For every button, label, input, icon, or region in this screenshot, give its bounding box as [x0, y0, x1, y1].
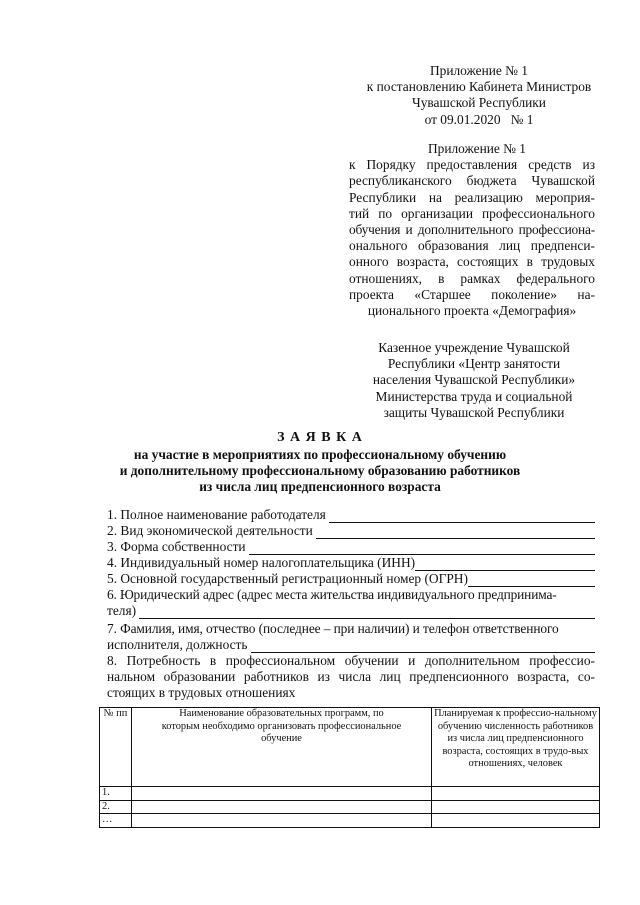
annex-decree-line: Приложение № 1	[429, 63, 529, 78]
addressee-line: населения Чувашской Республики»	[372, 372, 576, 388]
fill-line	[249, 542, 595, 555]
count-cell[interactable]	[432, 800, 600, 814]
annex-procedure-line: Республики на реализацию мероприя-	[349, 189, 595, 205]
annex-procedure-line: к Порядку предоставления средств из	[349, 157, 595, 173]
annex-procedure-heading: Приложение № 1	[427, 141, 527, 156]
row-number: …	[100, 814, 132, 828]
column-header-count: Планируемая к профессио-нальному обучению численность работников из числа лиц предпенсионного возраста, состоящих в трудо-вых отношениях, человек	[432, 708, 600, 787]
table-header-row	[100, 708, 600, 787]
annex-decree-block	[350, 63, 608, 128]
table-row	[100, 787, 600, 801]
field-label: 5. Основной государственный регистрационный номер (ОГРН)	[107, 571, 468, 586]
legal-address-field[interactable]	[107, 603, 595, 619]
field-label: 6. Юридический адрес (адрес места жительства индивидуального предпринима-	[107, 587, 557, 602]
field-label: 1. Полное наименование работодателя	[107, 507, 326, 522]
annex-procedure-block	[349, 141, 595, 319]
annex-decree-line: от 09.01.2020 № 1	[424, 111, 534, 127]
field-label: теля)	[107, 603, 137, 618]
fill-line	[139, 606, 595, 619]
program-cell[interactable]	[132, 787, 432, 801]
annex-procedure-line: проекта «Старшее поколение» на-	[349, 286, 595, 302]
document-subtitle-line: и дополнительному профессиональному образованию работников	[119, 463, 521, 478]
ogrn-field[interactable]	[107, 571, 595, 587]
fill-line	[316, 526, 595, 539]
employer-name-field[interactable]	[107, 507, 595, 523]
table-row	[100, 800, 600, 814]
addressee-block	[340, 340, 608, 421]
activity-type-field[interactable]	[107, 523, 595, 539]
fill-line	[468, 574, 595, 587]
field-label: 7. Фамилия, имя, отчество (последнее – при наличии) и телефон ответственного	[107, 621, 559, 636]
addressee-line: Министерства труда и социальной	[375, 388, 573, 404]
annex-procedure-line: тий по организации профессионального	[349, 205, 595, 221]
table-row	[100, 814, 600, 828]
inn-field[interactable]	[107, 555, 595, 571]
contact-person-label-line	[107, 621, 595, 637]
ownership-form-field[interactable]	[107, 539, 595, 555]
addressee-line: защиты Чувашской Республики	[383, 404, 565, 420]
column-header-programs: Наименование образовательных программ, по которым необходимо организовать профессиональное обучение	[132, 708, 432, 787]
program-cell[interactable]	[132, 800, 432, 814]
training-need-paragraph: 8. Потребность в профессиональном обучении и дополнительном профессио-нальном образовании работников из числа лиц предпенсионного возраста, со-стоящих в трудовых отношениях	[107, 653, 595, 701]
annex-decree-line: Чувашской Республики	[412, 95, 546, 111]
fill-line	[329, 510, 595, 523]
annex-procedure-line: ционального проекта «Демография»	[367, 303, 577, 319]
count-cell[interactable]	[432, 787, 600, 801]
column-header-number: № пп	[100, 708, 132, 787]
document-title: З А Я В К А	[277, 430, 363, 445]
field-label: 4. Индивидуальный номер налогоплательщика (ИНН)	[107, 555, 416, 570]
field-label: исполнителя, должность	[107, 637, 248, 652]
contact-person-field[interactable]	[107, 637, 595, 653]
addressee-line: Республики «Центр занятости	[387, 356, 561, 372]
program-cell[interactable]	[132, 814, 432, 828]
row-number: 1.	[100, 787, 132, 801]
training-programs-table	[99, 707, 600, 828]
row-number: 2.	[100, 800, 132, 814]
document-subtitle-line: на участие в мероприятиях по профессиональному обучению	[133, 447, 507, 462]
annex-procedure-line: республиканского бюджета Чувашской	[349, 173, 595, 189]
field-label: 3. Форма собственности	[107, 539, 246, 554]
fill-line	[415, 558, 595, 571]
annex-procedure-line: онного возраста, состоящих в трудовых	[349, 254, 595, 270]
annex-decree-line: к постановлению Кабинета Министров	[366, 79, 592, 95]
annex-procedure-line: отношениях, в рамках федерального	[349, 270, 595, 286]
count-cell[interactable]	[432, 814, 600, 828]
legal-address-label-line	[107, 587, 595, 603]
annex-procedure-line: обучения и дополнительного профессиона-	[349, 222, 595, 238]
field-label: 2. Вид экономической деятельности	[107, 523, 313, 538]
fill-line	[251, 640, 595, 653]
annex-procedure-line: онального образования лиц предпенси-	[349, 238, 595, 254]
addressee-line: Казенное учреждение Чувашской	[378, 340, 570, 355]
document-subtitle-line: из числа лиц предпенсионного возраста	[199, 479, 441, 494]
